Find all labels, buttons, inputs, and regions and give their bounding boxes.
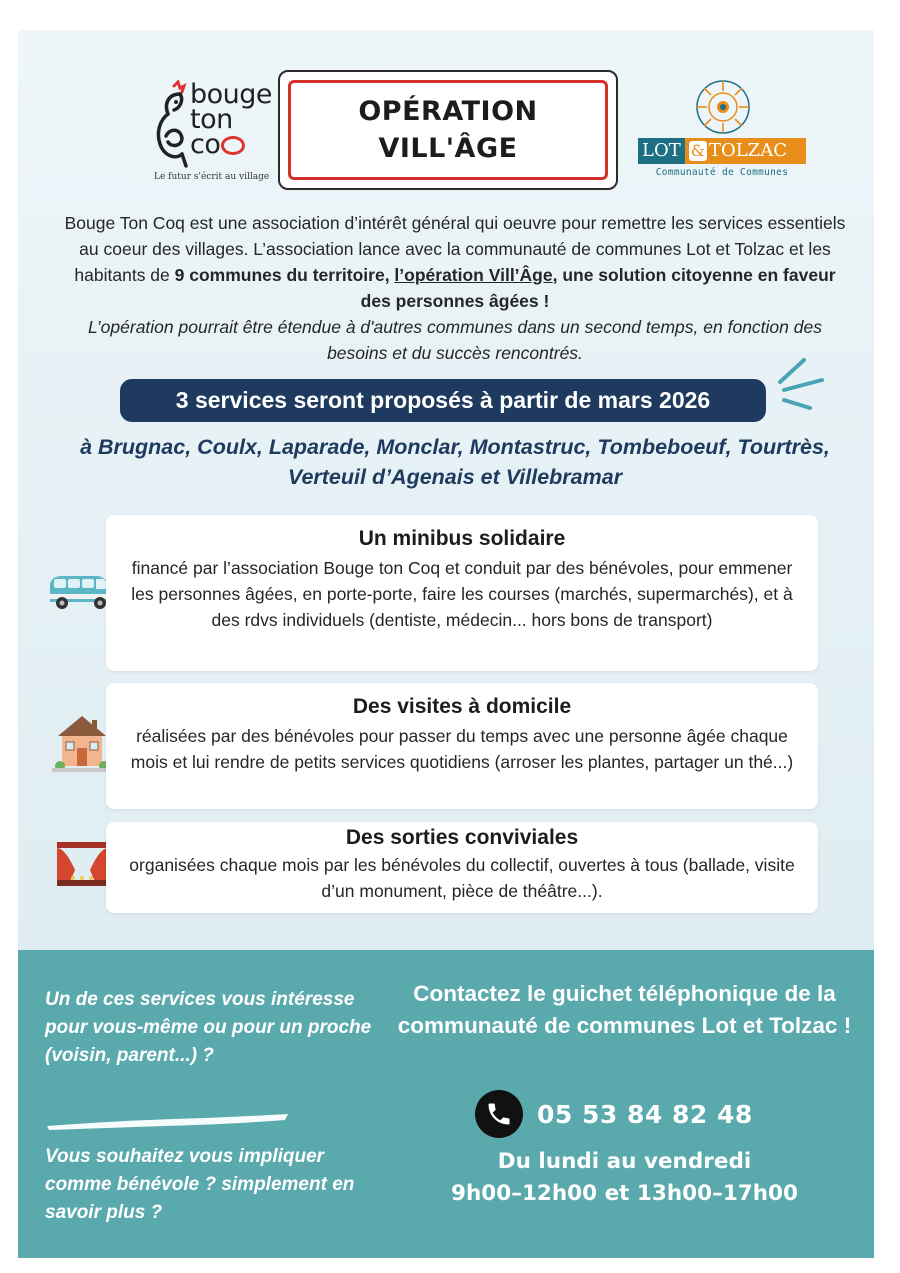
operation-title-box bbox=[278, 70, 618, 190]
coq-logo-line1: bouge bbox=[190, 79, 273, 110]
rooster-icon bbox=[150, 80, 190, 170]
lot-logo-tolzac: TOLZAC bbox=[708, 140, 787, 161]
service-description: réalisées par des bénévoles pour passer du temps avec une personne âgée chaque mois et lui rendre de petits services quotidiens (arroser les plantes, partager un thé...) bbox=[130, 726, 794, 772]
brush-stroke-divider bbox=[45, 1110, 290, 1134]
highlight-rays-icon bbox=[770, 352, 834, 416]
phone-number[interactable]: 05 53 84 82 48 bbox=[537, 1099, 753, 1129]
phone-contact[interactable] bbox=[475, 1090, 775, 1138]
services-banner: 3 services seront proposés à partir de mars 2026 bbox=[120, 379, 766, 422]
flower-emblem-icon bbox=[694, 78, 752, 136]
service-description: organisées chaque mois par les bénévoles du collectif, ouvertes à tous (ballade, visite d’un monument, pièce de théâtre...). bbox=[129, 855, 795, 901]
service-description: financé par l’association Bouge ton Coq et conduit par des bénévoles, pour emmener les personnes âgées, en porte-porte, faire les courses (marchés, supermarchés), et à des rdvs individuels (dentiste, médecin... hors bons de transport) bbox=[131, 558, 793, 630]
coq-logo-q-mark bbox=[221, 136, 245, 155]
opening-hours bbox=[392, 1146, 857, 1210]
footer-question-service: Un de ces services vous intéresse pour vous-même ou pour un proche (voisin, parent...) ? bbox=[45, 989, 372, 1066]
service-title: Un minibus solidaire bbox=[358, 527, 566, 550]
lot-logo-ampersand: & bbox=[690, 141, 705, 160]
intro-p1: Bouge Ton Coq est une association d’intérêt général qui oeuvre pour remettre les services essentiels au coeur des villages. L’association lance avec la communauté de communes Lot et Tolzac et les habitants de bbox=[64, 213, 846, 285]
intro-p1-bold: 9 communes du territoire, bbox=[174, 265, 395, 285]
intro-p1-underline: l’opération Vill’Âge bbox=[394, 265, 553, 285]
footer-contact-text: Contactez le guichet téléphonique de la communauté de communes Lot et Tolzac ! bbox=[397, 981, 852, 1038]
coq-logo-tagline: Le futur s'écrit au village bbox=[154, 172, 270, 182]
bouge-ton-coq-logo bbox=[150, 80, 275, 190]
title-line1: OPÉRATION bbox=[358, 96, 538, 127]
intro-text bbox=[60, 210, 850, 366]
service-card-outings bbox=[106, 822, 818, 913]
service-card-visits bbox=[106, 683, 818, 809]
coq-logo-line3: co bbox=[190, 129, 221, 160]
lot-logo-lot: LOT bbox=[638, 138, 685, 164]
service-title: Des sorties conviviales bbox=[345, 826, 579, 849]
footer-question-volunteer: Vous souhaitez vous impliquer comme bénévole ? simplement en savoir plus ? bbox=[45, 1146, 355, 1223]
theatre-stage-icon bbox=[55, 840, 110, 888]
opening-days: Du lundi au vendredi bbox=[497, 1149, 752, 1174]
house-icon bbox=[52, 710, 112, 774]
communes-list: à Brugnac, Coulx, Laparade, Monclar, Montastruc, Tombeboeuf, Tourtrès, Verteuil d’Agenais et Villebramar bbox=[80, 435, 830, 489]
service-card-minibus bbox=[106, 515, 818, 671]
intro-p2: L’opération pourrait être étendue à d'autres communes dans un second temps, en fonction des besoins et du succès rencontrés. bbox=[88, 317, 822, 363]
intro-p1-bold2: , une solution citoyenne en faveur des personnes âgées ! bbox=[360, 265, 836, 311]
phone-icon bbox=[475, 1090, 523, 1138]
lot-logo-subtitle: Communauté de Communes bbox=[655, 167, 789, 178]
service-title: Des visites à domicile bbox=[352, 695, 572, 718]
lot-et-tolzac-logo bbox=[634, 78, 809, 188]
title-line2: VILL'ÂGE bbox=[378, 133, 518, 164]
opening-times: 9h00–12h00 et 13h00–17h00 bbox=[451, 1181, 798, 1206]
coq-logo-line2: ton bbox=[190, 104, 233, 135]
